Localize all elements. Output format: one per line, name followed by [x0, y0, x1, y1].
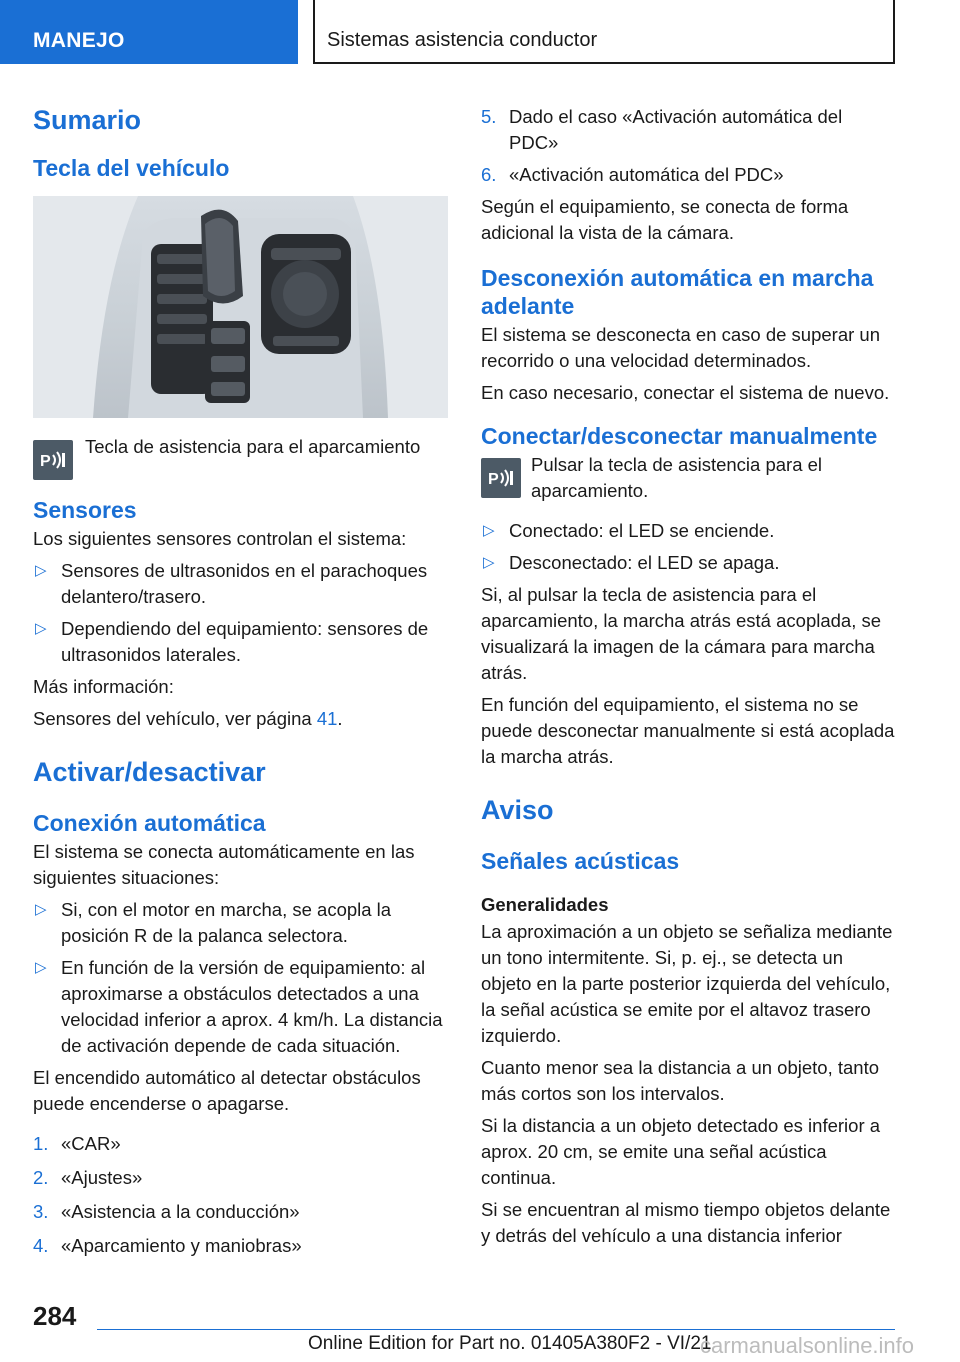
park-assist-button-icon [481, 458, 521, 498]
svg-text:P: P [488, 471, 499, 489]
heading-desconexion: Desconexión automática en marcha adelante [481, 265, 874, 320]
heading-sensores: Sensores [33, 497, 137, 524]
triangle-bullet-icon: ▷ [35, 620, 47, 638]
heading-manual: Conectar/desconectar manualmente [481, 423, 878, 450]
list-item: ▷ Dependiendo del equipamiento: sensores de ultrasonidos laterales. [35, 618, 429, 666]
triangle-bullet-icon: ▷ [483, 522, 495, 540]
chapter-tab [313, 0, 895, 64]
list-item: 3. «Asistencia a la conducción» [33, 1200, 300, 1222]
edition-text: Online Edition for Part no. 01405A380F2 - VI/21 [308, 1333, 712, 1354]
list-item: ▷ Sensores de ultrasonidos en el parachoques delantero/trasero. [35, 560, 428, 608]
list-item: 2. «Ajustes» [33, 1166, 143, 1188]
conexion-intro: El sistema se conecta automáticamente en las siguientes situaciones: [33, 840, 415, 888]
triangle-bullet-icon: ▷ [35, 562, 47, 580]
list-item: ▷ Conectado: el LED se enciende. [481, 518, 895, 544]
triangle-bullet-icon: ▷ [483, 554, 495, 572]
heading-tecla-vehiculo: Tecla del vehículo [33, 155, 230, 182]
heading-generalidades: Generalidades [481, 893, 609, 915]
manual-p2: En función del equipamiento, el sistema no se puede desconectar manualmente si está acoplada la marcha atrás. [481, 694, 895, 768]
triangle-bullet-icon: ▷ [35, 958, 47, 976]
sensores-list [33, 558, 448, 668]
console-illustration [33, 196, 448, 418]
manual-caption: Pulsar la tecla de asistencia para el aparcamiento. [531, 454, 823, 502]
steps-list-right [481, 104, 895, 188]
park-assist-button-icon [33, 440, 73, 480]
page-reference: Sensores del vehículo, ver página 41. [33, 708, 343, 730]
image-caption-block [33, 436, 448, 484]
list-item: ▷ En función de la versión de equipamiento: al aproximarse a obstáculos detectados a una velocidad inferior a aprox. 4 km/h. La distancia de activación depende de cada situación. [35, 956, 443, 1056]
svg-text:P: P [40, 453, 51, 471]
list-item: 1. «CAR» [33, 1132, 121, 1154]
heading-sumario: Sumario [33, 105, 142, 135]
desconexion-p2: En caso necesario, conectar el sistema de nuevo. [481, 382, 890, 404]
generalidades-p4: Si se encuentran al mismo tiempo objetos delante y detrás del vehículo a una distancia inferior [481, 1198, 891, 1246]
page-number: 284 [33, 1301, 77, 1331]
conexion-list [33, 897, 448, 1059]
manual-list [481, 518, 895, 576]
list-item: ▷ Desconectado: el LED se apaga. [481, 550, 895, 576]
mas-informacion: Más información: [33, 676, 174, 698]
manual-p1: Si, al pulsar la tecla de asistencia para el aparcamiento, la marcha atrás está acoplada, se visualizará la imagen de la cámara para marcha atrás. [481, 584, 882, 684]
section-title: MANEJO [33, 29, 125, 52]
manual-caption-block [481, 454, 895, 514]
list-item: ▷ Si, con el motor en marcha, se acopla la posición R de la palanca selectora. [35, 898, 392, 946]
generalidades-p1: La aproximación a un objeto se señaliza mediante un tono intermitente. Si, p. ej., se detecta un objeto en la parte posterior izquierda del vehículo, la señal acústica se emite por el altavoz trasero izquierdo. [481, 920, 893, 1046]
triangle-bullet-icon: ▷ [35, 900, 47, 918]
chapter-title: Sistemas asistencia conductor [327, 29, 598, 51]
console-photo [33, 196, 448, 418]
image-caption: Tecla de asistencia para el aparcamiento [85, 436, 421, 458]
page-link[interactable]: 41 [316, 708, 338, 730]
desconexion-p1: El sistema se desconecta en caso de superar un recorrido o una velocidad determinados. [481, 324, 881, 372]
list-item: 4. «Aparcamiento y maniobras» [33, 1234, 302, 1256]
steps-list-left [33, 1131, 448, 1259]
sensores-intro: Los siguientes sensores controlan el sistema: [33, 528, 407, 550]
camara-text: Según el equipamiento, se conecta de forma adicional la vista de la cámara. [481, 196, 849, 243]
heading-conexion: Conexión automática [33, 809, 266, 836]
generalidades-p3: Si la distancia a un objeto detectado es inferior a aprox. 20 cm, se emite una señal acústica continua. [481, 1114, 881, 1188]
heading-activar: Activar/desactivar [33, 757, 266, 788]
heading-senales: Señales acústicas [481, 847, 680, 874]
footer-divider [97, 1329, 895, 1330]
right-column [481, 104, 895, 1249]
generalidades-p2: Cuanto menor sea la distancia a un objeto, tanto más cortos son los intervalos. [481, 1056, 880, 1104]
left-column [33, 96, 448, 1259]
list-item: 6. «Activación automática del PDC» [481, 164, 784, 185]
heading-aviso: Aviso [481, 795, 554, 826]
encendido-text: El encendido automático al detectar obstáculos puede encenderse o apagarse. [33, 1066, 421, 1114]
watermark: carmanualsonline.info [700, 1333, 915, 1358]
section-tab [0, 0, 298, 64]
list-item: 5. Dado el caso «Activación automática del PDC» [481, 106, 843, 153]
